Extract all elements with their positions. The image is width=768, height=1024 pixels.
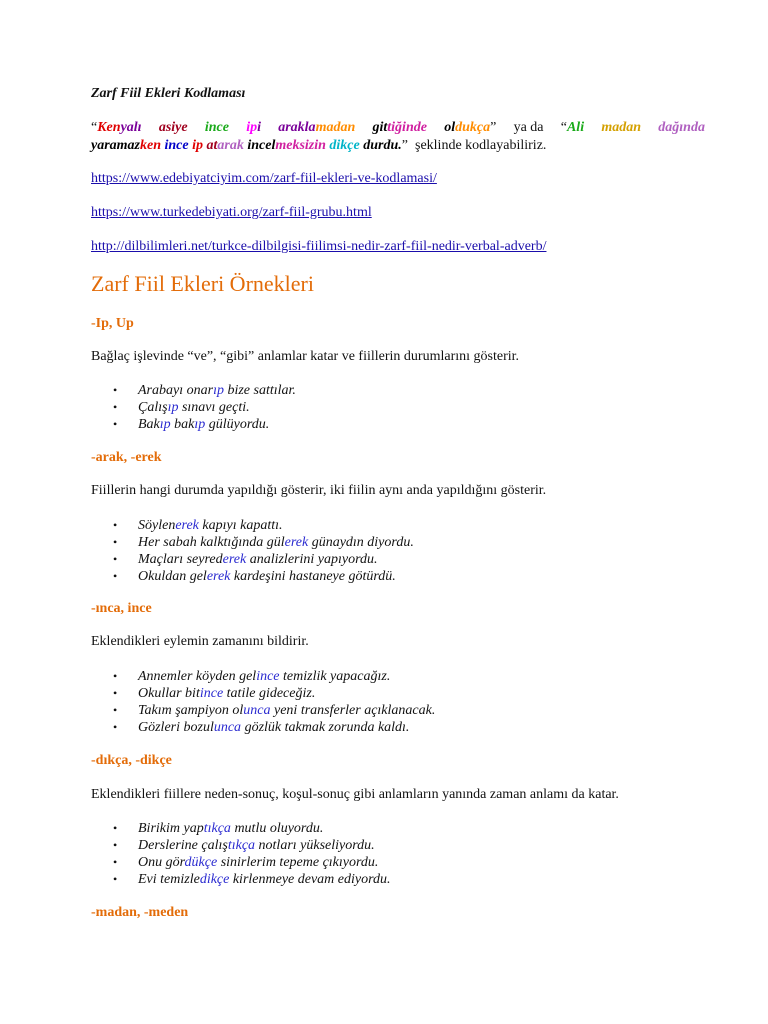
mnemonic-word: oldukça” xyxy=(444,120,497,135)
list-item: • Onu gördükçe sinirlerim tepeme çıkıyordu. xyxy=(91,854,391,871)
mnemonic-word: gittiğinde xyxy=(372,120,427,135)
list-item: • Birikim yaptıkça mutlu oluyordu. xyxy=(91,820,391,837)
mnemonic-part-1: “Kenyalı xyxy=(91,120,142,135)
section-description: Eklendikleri eylemin zamanını bildirir. xyxy=(91,634,309,649)
subheading-inca-ince: -ınca, ince xyxy=(91,601,152,616)
mnemonic-line-1 xyxy=(91,119,705,137)
list-item: • Annemler köyden gelince temizlik yapacağız. xyxy=(91,668,435,685)
list-item: • Çalışıp sınavı geçti. xyxy=(91,399,296,416)
example-list xyxy=(91,382,296,433)
list-item: • Bakıp bakıp gülüyordu. xyxy=(91,416,296,433)
mnemonic-word: araklamadan xyxy=(278,120,356,135)
list-item: • Okuldan gelerek kardeşini hastaneye götürdü. xyxy=(91,568,414,585)
list-item: • Her sabah kalktığında gülerek günaydın diyordu. xyxy=(91,534,414,551)
list-item: • Maçları seyrederek analizlerini yapıyordu. xyxy=(91,551,414,568)
mnemonic-word: asiye xyxy=(158,120,188,135)
list-item: • Evi temizledikçe kirlenmeye devam ediyordu. xyxy=(91,871,391,888)
mnemonic-paragraph xyxy=(91,119,705,155)
link-edebiyatciyim[interactable]: https://www.edebiyatciyim.com/zarf-fiil-ekleri-ve-kodlamasi/ xyxy=(91,171,437,186)
list-item: • Takım şampiyon olunca yeni transferler açıklanacak. xyxy=(91,702,435,719)
mnemonic-word: madan xyxy=(601,120,642,135)
list-item: • Okullar bitince tatile gideceğiz. xyxy=(91,685,435,702)
subheading-dikca-dikce: -dıkça, -dikçe xyxy=(91,753,172,768)
subheading-madan-meden: -madan, -meden xyxy=(91,905,189,920)
list-item: • Arabayı onarıp bize sattılar. xyxy=(91,382,296,399)
mnemonic-word: dağında xyxy=(658,120,705,135)
list-item: • Derslerine çalıştıkça notları yükseliyordu. xyxy=(91,837,391,854)
example-list xyxy=(91,820,391,888)
link-turkedebiyati[interactable]: https://www.turkedebiyati.org/zarf-fiil-grubu.html xyxy=(91,205,372,220)
mnemonic-word: “Ali xyxy=(560,120,585,135)
mnemonic-word: ipi xyxy=(246,120,261,135)
subheading-ip-up: -Ip, Up xyxy=(91,316,134,331)
document-title: Zarf Fiil Ekleri Kodlaması xyxy=(91,86,246,101)
subheading-arak-erek: -arak, -erek xyxy=(91,450,162,465)
list-item: • Gözleri bozulunca gözlük takmak zorunda kaldı. xyxy=(91,719,435,736)
example-list xyxy=(91,668,435,736)
mnemonic-line-2: yaramazken ince ip atarak incelmeksizin dikçe durdu.” şeklinde kodlayabiliriz. xyxy=(91,138,547,153)
mnemonic-connector: ya da xyxy=(513,120,544,135)
example-list xyxy=(91,517,414,585)
mnemonic-word: ince xyxy=(204,120,229,135)
link-dilbilimleri[interactable]: http://dilbilimleri.net/turkce-dilbilgisi-fiilimsi-nedir-zarf-fiil-nedir-verbal-adverb/ xyxy=(91,239,547,254)
section-description: Fiillerin hangi durumda yapıldığı gösterir, iki fiilin aynı anda yapıldığını gösterir. xyxy=(91,483,547,498)
section-description: Eklendikleri fiillere neden-sonuç, koşul-sonuç gibi anlamların yanında zaman anlamı da katar. xyxy=(91,787,619,802)
list-item: • Söylenerek kapıyı kapattı. xyxy=(91,517,414,534)
section-description: Bağlaç işlevinde “ve”, “gibi” anlamlar katar ve fiillerin durumlarını gösterir. xyxy=(91,349,520,364)
section-heading: Zarf Fiil Ekleri Örnekleri xyxy=(91,271,314,296)
